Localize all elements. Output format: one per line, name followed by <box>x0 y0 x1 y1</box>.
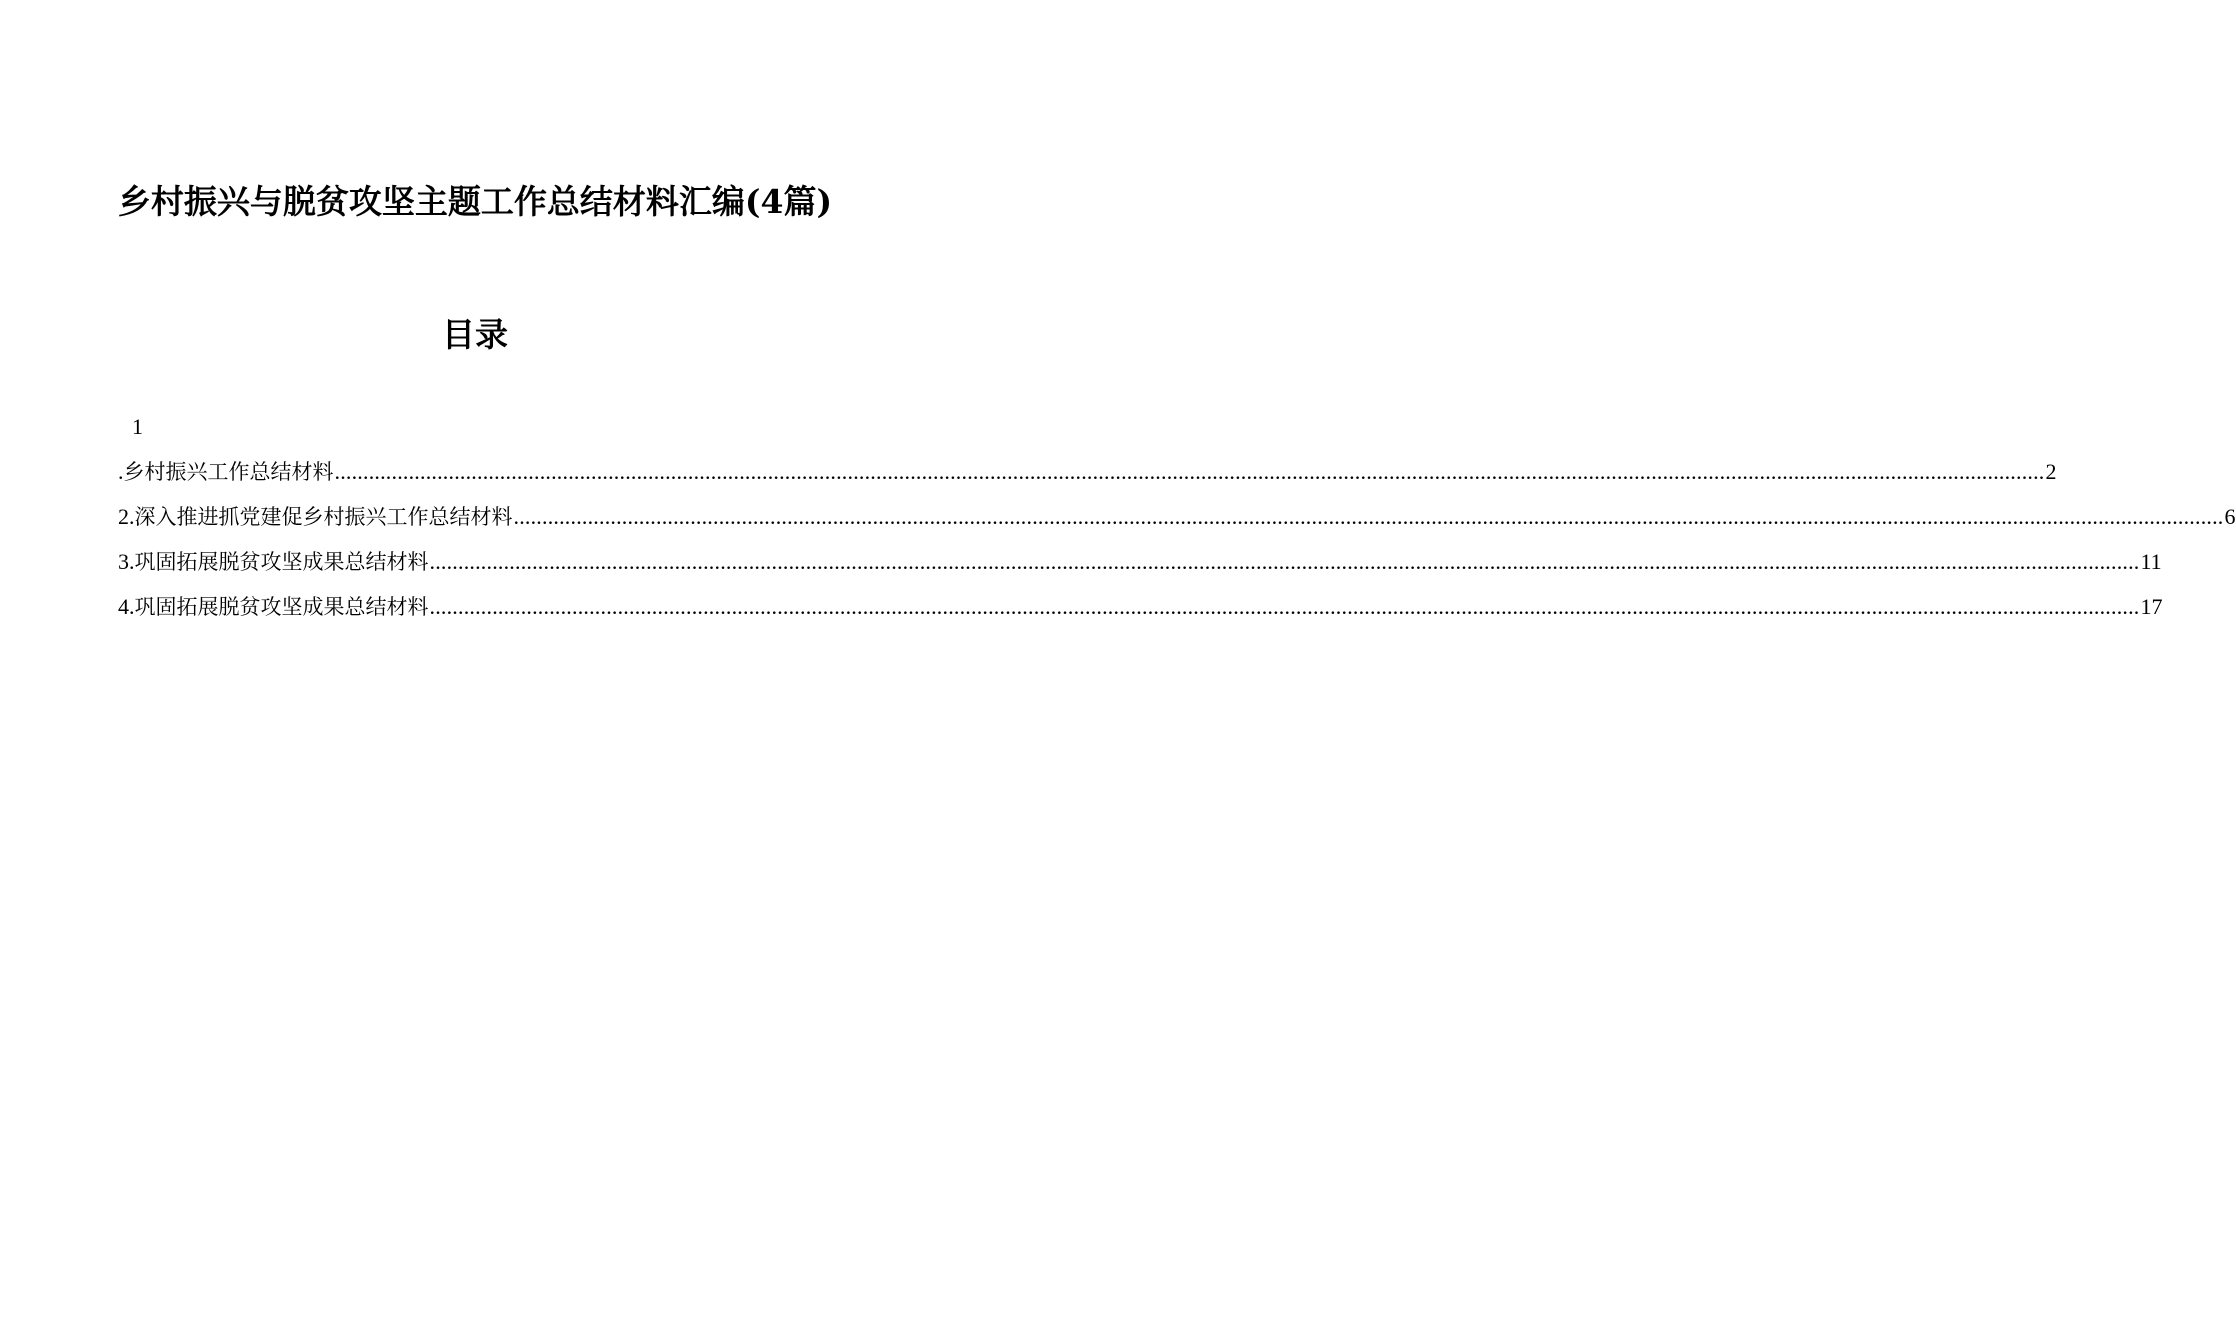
toc-page-number: 2 <box>2045 459 2057 484</box>
document-title: 乡村振兴与脱贫攻坚主题工作总结材料汇编(4篇) <box>117 182 833 221</box>
toc-entry[interactable] <box>118 501 2236 546</box>
toc-entry-label: 巩固拓展脱贫攻坚成果总结材料 <box>134 595 429 619</box>
toc-entry-title <box>118 546 429 578</box>
toc-entry[interactable] <box>118 456 2057 501</box>
toc-page-number: 17 <box>2140 594 2163 619</box>
toc-page-number: 6 <box>2224 504 2236 529</box>
toc-entry-title <box>118 501 513 533</box>
toc-page-number: 11 <box>2140 549 2162 574</box>
toc-entry-prefix: . <box>118 459 124 484</box>
toc-heading: 目录 <box>442 315 508 354</box>
toc-first-entry-number: 1 <box>132 414 143 439</box>
toc-entry-label: 乡村振兴工作总结材料 <box>123 460 334 484</box>
table-of-contents <box>118 456 2236 636</box>
toc-entry[interactable] <box>118 546 2162 591</box>
toc-entry-label: 巩固拓展脱贫攻坚成果总结材料 <box>134 550 429 574</box>
toc-entry-prefix: 4. <box>118 594 135 619</box>
toc-entry-prefix: 2. <box>118 504 135 529</box>
toc-entry-label: 深入推进抓党建促乡村振兴工作总结材料 <box>134 505 513 529</box>
toc-entry-title <box>118 591 429 623</box>
toc-dot-leader: ............................................................................................................................................................................................................................................................................................................ <box>513 504 2224 529</box>
toc-entry[interactable] <box>118 591 2163 636</box>
toc-entry-title <box>118 456 334 488</box>
toc-entry-prefix: 3. <box>118 549 135 574</box>
toc-dot-leader: ............................................................................................................................................................................................................................................................................................................ <box>429 549 2140 574</box>
toc-dot-leader: ............................................................................................................................................................................................................................................................................................................ <box>334 459 2045 484</box>
toc-dot-leader: ............................................................................................................................................................................................................................................................................................................ <box>429 594 2140 619</box>
